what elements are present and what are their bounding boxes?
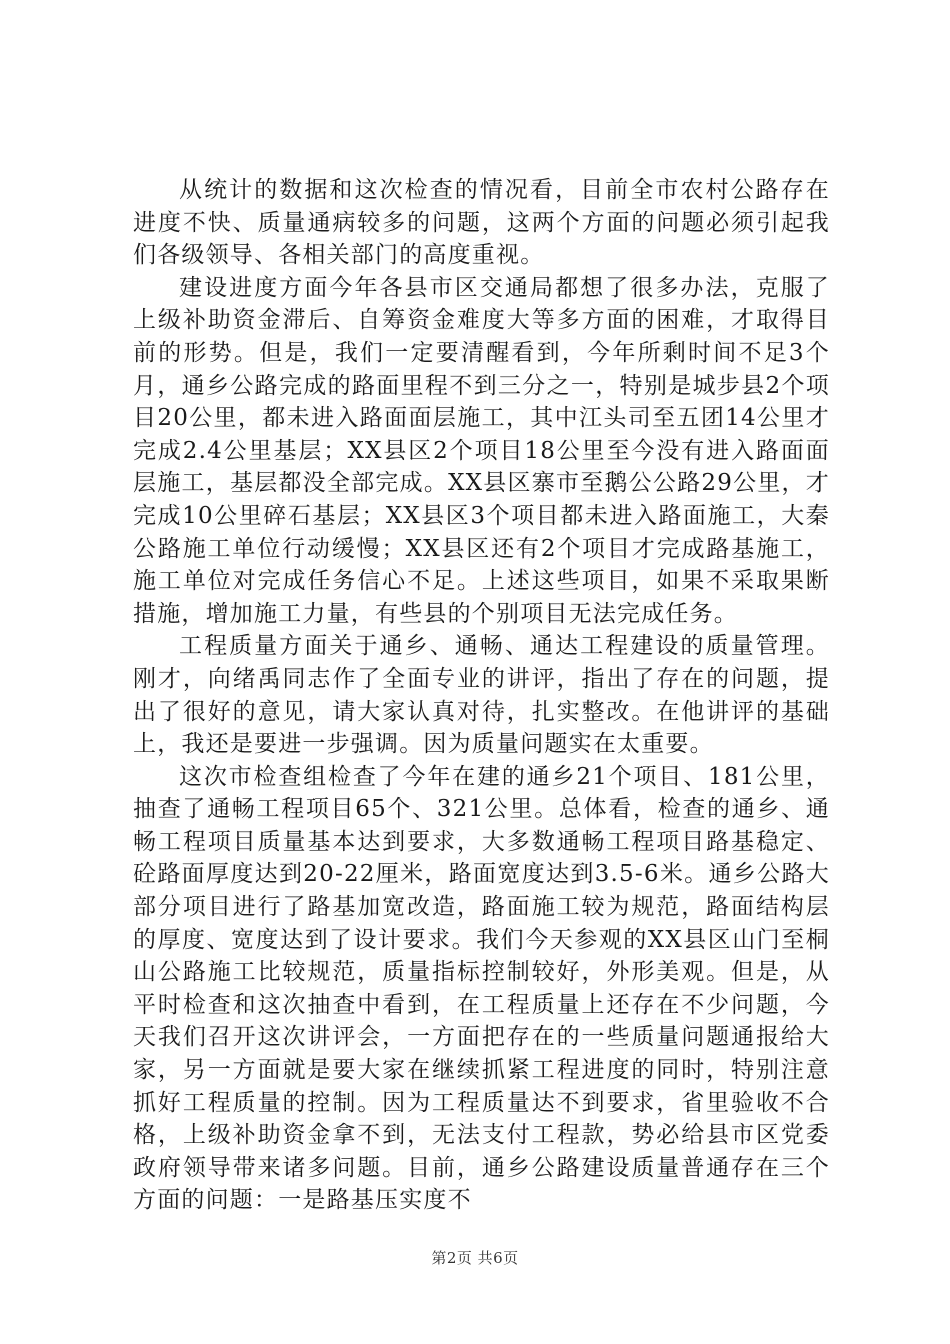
paragraph-inspection-results: 这次市检查组检查了今年在建的通乡21个项目、181公里，抽查了通畅工程项目65个、321公里。总体看，检查的通乡、通畅工程项目质量基本达到要求，大多数通畅工程项目路基稳定、砼路面厚度达到20-22厘米，路面宽度达到3.5-6米。通乡公路大部分项目进行了路基加宽改造，路面施工较为规范，路面结构层的厚度、宽度达到了设计要求。我们今天参观的XX县区山门至桐山公路施工比较规范，质量指标控制较好，外形美观。但是，从平时检查和这次抽查中看到，在工程质量上还存在不少问题，今天我们召开这次讲评会，一方面把存在的一些质量问题通报给大家，另一方面就是要大家在继续抓紧工程进度的同时，特别注意抓好工程质量的控制。因为工程质量达不到要求，省里验收不合格，上级补助资金拿不到，无法支付工程款，势必给县市区党委政府领导带来诸多问题。目前，通乡公路建设质量普通存在三个方面的问题：一是路基压实度不 xyxy=(133,763,830,1214)
document-body xyxy=(133,174,830,1217)
paragraph-quality-management: 工程质量方面关于通乡、通畅、通达工程建设的质量管理。刚才，向绪禹同志作了全面专业的讲评，指出了存在的问题，提出了很好的意见，请大家认真对待，扎实整改。在他讲评的基础上，我还是要进一步强调。因为质量问题实在太重要。 xyxy=(133,633,830,758)
page-footer xyxy=(0,1247,950,1268)
paragraph-overview: 从统计的数据和这次检查的情况看，目前全市农村公路存在进度不快、质量通病较多的问题，这两个方面的问题必须引起我们各级领导、各相关部门的高度重视。 xyxy=(133,177,830,269)
paragraph-progress: 建设进度方面今年各县市区交通局都想了很多办法，克服了上级补助资金滞后、自筹资金难度大等多方面的困难，才取得目前的形势。但是，我们一定要清醒看到，今年所剩时间不足3个月，通乡公路完成的路面里程不到三分之一，特别是城步县2个项目20公里，都未进入路面面层施工，其中江头司至五团14公里才完成2.4公里基层；XX县区2个项目18公里至今没有进入路面面层施工，基层都没全部完成。XX县区寨市至鹅公公路29公里，才完成10公里碎石基层；XX县区3个项目都未进入路面施工，大秦公路施工单位行动缓慢；XX县区还有2个项目才完成路基施工，施工单位对完成任务信心不足。上述这些项目，如果不采取果断措施，增加施工力量，有些县的个别项目无法完成任务。 xyxy=(133,274,830,627)
page-number: 第2页 共6页 xyxy=(431,1249,519,1267)
